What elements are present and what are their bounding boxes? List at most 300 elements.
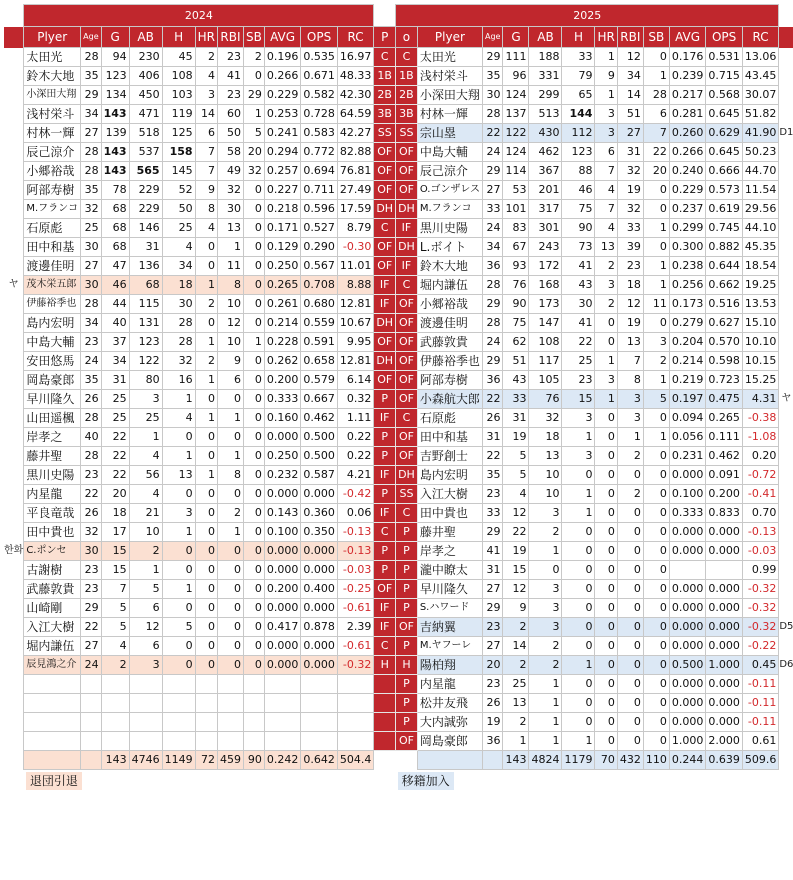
cell-2024-sb: 0 — [243, 314, 264, 333]
header-2024-rbi: RBI — [217, 27, 243, 48]
cell-2025-hr: 0 — [595, 637, 617, 656]
cell-2025-age: 26 — [482, 694, 502, 713]
cell-2024-avg: 0.160 — [264, 409, 301, 428]
cell-2024-g: 47 — [101, 257, 129, 276]
cell-2024-ops: 0.000 — [301, 656, 338, 675]
cell-2024-rbi: 10 — [217, 333, 243, 352]
table-row — [4, 428, 793, 447]
cell-2025-rbi: 3 — [617, 390, 643, 409]
right-note — [779, 542, 793, 561]
cell-2024-ab: 25 — [129, 409, 162, 428]
cell-2025-avg: 0.299 — [669, 219, 706, 238]
cell-2025-hr: 3 — [595, 105, 617, 124]
cell-2024-h: 0 — [162, 428, 195, 447]
table-row — [4, 48, 793, 67]
cell-2024-ops — [301, 732, 338, 751]
position-2025: OF — [396, 390, 418, 409]
cell-2025-avg: 0.266 — [669, 143, 706, 162]
cell-2025-rc: -0.32 — [742, 599, 779, 618]
cell-2024-sb: 0 — [243, 523, 264, 542]
cell-2024-player — [24, 713, 81, 732]
cell-2025-rbi: 14 — [617, 86, 643, 105]
cell-2024-rc: -0.61 — [337, 637, 374, 656]
cell-2025-hr: 0 — [595, 409, 617, 428]
table-row — [4, 276, 793, 295]
cell-2025-sb: 11 — [643, 295, 669, 314]
cell-2024-hr: 7 — [195, 162, 217, 181]
cell-2025-rc: 0.20 — [742, 447, 779, 466]
cell-2025-sb: 0 — [643, 580, 669, 599]
cell-2025-avg: 0.000 — [669, 523, 706, 542]
position-2024: P — [374, 561, 396, 580]
cell-2025-player: 辰己涼介 — [417, 162, 482, 181]
cell-2024-rc: -0.61 — [337, 599, 374, 618]
table-row — [4, 238, 793, 257]
cell-2024-ab: 56 — [129, 466, 162, 485]
cell-2024-age — [81, 713, 101, 732]
table-row — [4, 105, 793, 124]
cell-2025-player: 入江大樹 — [417, 485, 482, 504]
cell-2024-sb: 0 — [243, 656, 264, 675]
cell-2024-rbi: 11 — [217, 257, 243, 276]
right-note — [779, 333, 793, 352]
cell-2025-g: 2 — [503, 618, 529, 637]
cell-2024-age — [81, 732, 101, 751]
cell-2025-player: 村林一輝 — [417, 105, 482, 124]
cell-2024-ab: 68 — [129, 276, 162, 295]
right-note — [779, 238, 793, 257]
cell-2024-rc: 10.67 — [337, 314, 374, 333]
position-2024: OF — [374, 238, 396, 257]
cell-2024-sb: 0 — [243, 580, 264, 599]
cell-2024-avg: 0.129 — [264, 238, 301, 257]
cell-2025-h: 0 — [562, 713, 595, 732]
cell-2025-age: 29 — [482, 352, 502, 371]
cell-2025-ab: 2 — [529, 523, 562, 542]
cell-2024-rc: 12.81 — [337, 352, 374, 371]
legend-joined-label: 移籍加入 — [398, 772, 454, 790]
cell-2024-hr: 0 — [195, 504, 217, 523]
cell-2025-h: 46 — [562, 181, 595, 200]
cell-2025-sb: 0 — [643, 485, 669, 504]
cell-2024-ops: 0.559 — [301, 314, 338, 333]
cell-2024-age: 30 — [81, 276, 101, 295]
cell-2025-age: 23 — [482, 675, 502, 694]
right-note: D5 — [779, 618, 793, 637]
position-2025: C — [396, 276, 418, 295]
cell-2025-age: 27 — [482, 580, 502, 599]
cell-2024-avg: 0.229 — [264, 86, 301, 105]
cell-2024-avg — [264, 713, 301, 732]
total-2025-avg: 0.244 — [669, 751, 706, 770]
cell-2025-hr: 2 — [595, 257, 617, 276]
cell-2024-player: 阿部寿樹 — [24, 181, 81, 200]
cell-2025-age: 36 — [482, 257, 502, 276]
cell-2025-rbi: 19 — [617, 181, 643, 200]
cell-2024-g: 34 — [101, 352, 129, 371]
right-note — [779, 257, 793, 276]
cell-2025-rbi: 12 — [617, 48, 643, 67]
cell-2024-hr: 0 — [195, 314, 217, 333]
cell-2024-ab: 1 — [129, 561, 162, 580]
cell-2024-g: 15 — [101, 561, 129, 580]
position-2025: C — [396, 409, 418, 428]
cell-2025-age: 20 — [482, 656, 502, 675]
cell-2025-age: 22 — [482, 447, 502, 466]
cell-2025-rbi: 0 — [617, 466, 643, 485]
position-2025: OF — [396, 352, 418, 371]
cell-2025-ops: 0.516 — [706, 295, 743, 314]
cell-2025-ab: 317 — [529, 200, 562, 219]
cell-2024-rbi: 8 — [217, 276, 243, 295]
cell-2025-rbi: 0 — [617, 618, 643, 637]
cell-2025-age: 31 — [482, 561, 502, 580]
cell-2024-g: 78 — [101, 181, 129, 200]
cell-2024-rc: 82.88 — [337, 143, 374, 162]
position-2025: OF — [396, 732, 418, 751]
cell-2025-ops: 0.000 — [706, 599, 743, 618]
cell-2025-player: 中島大輔 — [417, 143, 482, 162]
cell-2024-player: 村林一輝 — [24, 124, 81, 143]
cell-2024-ab: 31 — [129, 238, 162, 257]
cell-2024-rc: 48.33 — [337, 67, 374, 86]
cell-2025-ab: 10 — [529, 485, 562, 504]
cell-2025-ops: 0.598 — [706, 352, 743, 371]
cell-2024-player: 小郷裕哉 — [24, 162, 81, 181]
table-row — [4, 694, 793, 713]
position-2024: 2B — [374, 86, 396, 105]
cell-2024-player — [24, 732, 81, 751]
left-note — [4, 219, 24, 238]
table-row — [4, 675, 793, 694]
cell-2025-player: 早川隆久 — [417, 580, 482, 599]
cell-2025-age: 36 — [482, 732, 502, 751]
cell-2024-hr: 0 — [195, 561, 217, 580]
cell-2024-age: 24 — [81, 352, 101, 371]
left-note — [4, 618, 24, 637]
total-2024-ops: 0.642 — [301, 751, 338, 770]
cell-2025-rc: -0.32 — [742, 580, 779, 599]
legend-departed — [24, 770, 374, 793]
cell-2025-ops: 0.000 — [706, 523, 743, 542]
cell-2024-h — [162, 713, 195, 732]
header-2025-player: Plyer — [417, 27, 482, 48]
cell-2024-h: 18 — [162, 276, 195, 295]
cell-2025-ab: 513 — [529, 105, 562, 124]
cell-2025-avg: 0.333 — [669, 504, 706, 523]
cell-2024-sb: 1 — [243, 105, 264, 124]
cell-2025-h: 1 — [562, 504, 595, 523]
cell-2024-player: 山田遥楓 — [24, 409, 81, 428]
cell-2025-player: 伊藤裕季也 — [417, 352, 482, 371]
cell-2025-avg: 0.217 — [669, 86, 706, 105]
cell-2024-avg: 0.250 — [264, 257, 301, 276]
cell-2024-g: 18 — [101, 504, 129, 523]
cell-2024-hr: 0 — [195, 618, 217, 637]
cell-2025-player: 堀内謙伍 — [417, 276, 482, 295]
cell-2024-ops: 0.000 — [301, 542, 338, 561]
left-note — [4, 48, 24, 67]
cell-2024-g: 25 — [101, 409, 129, 428]
cell-2025-sb: 0 — [643, 314, 669, 333]
cell-2024-avg: 0.000 — [264, 656, 301, 675]
cell-2024-sb: 0 — [243, 542, 264, 561]
cell-2024-sb — [243, 732, 264, 751]
cell-2025-h: 0 — [562, 561, 595, 580]
cell-2024-sb: 0 — [243, 257, 264, 276]
cell-2024-hr — [195, 694, 217, 713]
position-2024: P — [374, 390, 396, 409]
cell-2025-ops: 0.091 — [706, 466, 743, 485]
cell-2025-age: 24 — [482, 143, 502, 162]
cell-2025-rc: 45.35 — [742, 238, 779, 257]
right-note — [779, 580, 793, 599]
cell-2025-rbi: 0 — [617, 656, 643, 675]
cell-2024-avg: 0.417 — [264, 618, 301, 637]
cell-2024-avg: 0.000 — [264, 561, 301, 580]
cell-2024-ops: 0.582 — [301, 86, 338, 105]
cell-2024-player — [24, 694, 81, 713]
cell-2024-sb: 5 — [243, 124, 264, 143]
cell-2024-player: 田中和基 — [24, 238, 81, 257]
cell-2025-g: 13 — [503, 694, 529, 713]
table-row — [4, 333, 793, 352]
cell-2025-g: 15 — [503, 561, 529, 580]
cell-2024-age: 32 — [81, 523, 101, 542]
cell-2025-h: 25 — [562, 352, 595, 371]
cell-2025-ab: 462 — [529, 143, 562, 162]
cell-2025-hr: 0 — [595, 618, 617, 637]
table-row — [4, 618, 793, 637]
cell-2024-age: 28 — [81, 143, 101, 162]
cell-2025-age: 22 — [482, 124, 502, 143]
left-note — [4, 333, 24, 352]
cell-2024-age: 29 — [81, 86, 101, 105]
cell-2025-rbi: 2 — [617, 485, 643, 504]
cell-2024-age: 30 — [81, 238, 101, 257]
cell-2025-g: 51 — [503, 352, 529, 371]
cell-2025-age: 29 — [482, 162, 502, 181]
left-note — [4, 732, 24, 751]
cell-2025-ops: 0.627 — [706, 314, 743, 333]
cell-2024-age: 24 — [81, 656, 101, 675]
cell-2024-g: 68 — [101, 238, 129, 257]
left-note — [4, 200, 24, 219]
cell-2024-age: 28 — [81, 162, 101, 181]
cell-2024-avg: 0.265 — [264, 276, 301, 295]
cell-2025-g: 96 — [503, 67, 529, 86]
position-2025: OF — [396, 618, 418, 637]
cell-2025-g: 43 — [503, 371, 529, 390]
cell-2025-avg: 0.260 — [669, 124, 706, 143]
cell-2024-ab — [129, 713, 162, 732]
cell-2024-hr: 0 — [195, 485, 217, 504]
cell-2025-h: 65 — [562, 86, 595, 105]
left-note — [4, 314, 24, 333]
cell-2025-avg — [669, 561, 706, 580]
cell-2025-rc: 15.10 — [742, 314, 779, 333]
cell-2024-ops: 0.000 — [301, 599, 338, 618]
cell-2024-g: 134 — [101, 86, 129, 105]
cell-2024-rbi: 0 — [217, 428, 243, 447]
cell-2025-avg: 0.238 — [669, 257, 706, 276]
cell-2024-h — [162, 675, 195, 694]
cell-2025-ab: 147 — [529, 314, 562, 333]
cell-2024-g: 31 — [101, 371, 129, 390]
year-row — [4, 5, 793, 27]
cell-2025-rbi: 0 — [617, 732, 643, 751]
cell-2025-g: 114 — [503, 162, 529, 181]
position-2024: OF — [374, 371, 396, 390]
cell-2025-hr: 2 — [595, 295, 617, 314]
cell-2024-h: 108 — [162, 67, 195, 86]
cell-2024-g: 123 — [101, 67, 129, 86]
table-row — [4, 732, 793, 751]
cell-2025-avg: 1.000 — [669, 732, 706, 751]
cell-2025-rbi: 32 — [617, 200, 643, 219]
position-2024 — [374, 675, 396, 694]
cell-2024-age: 35 — [81, 67, 101, 86]
cell-2024-avg: 0.253 — [264, 105, 301, 124]
cell-2024-avg: 0.000 — [264, 599, 301, 618]
cell-2024-g: 143 — [101, 143, 129, 162]
cell-2025-age: 23 — [482, 618, 502, 637]
cell-2024-player: 伊藤裕季也 — [24, 295, 81, 314]
right-note — [779, 694, 793, 713]
cell-2025-ab: 3 — [529, 618, 562, 637]
position-2025: OF — [396, 162, 418, 181]
cell-2024-g: 94 — [101, 48, 129, 67]
cell-2025-player: 島内宏明 — [417, 466, 482, 485]
cell-2024-hr: 3 — [195, 86, 217, 105]
cell-2024-player: 岸孝之 — [24, 428, 81, 447]
cell-2025-ops: 0.645 — [706, 105, 743, 124]
cell-2025-sb: 1 — [643, 371, 669, 390]
cell-2024-sb: 32 — [243, 162, 264, 181]
cell-2024-player: 堀内謙伍 — [24, 637, 81, 656]
legend-row — [4, 770, 793, 793]
total-2024-hr: 72 — [195, 751, 217, 770]
cell-2025-hr: 0 — [595, 561, 617, 580]
total-2025-h: 1179 — [562, 751, 595, 770]
cell-2025-h: 123 — [562, 143, 595, 162]
cell-2025-hr: 0 — [595, 732, 617, 751]
position-2025: 3B — [396, 105, 418, 124]
cell-2025-age: 28 — [482, 276, 502, 295]
header-2025-g: G — [503, 27, 529, 48]
cell-2024-h: 0 — [162, 485, 195, 504]
cell-2024-ops: 0.000 — [301, 637, 338, 656]
total-2024-g: 143 — [101, 751, 129, 770]
cell-2024-rc — [337, 732, 374, 751]
position-2024: C — [374, 523, 396, 542]
cell-2024-h: 25 — [162, 219, 195, 238]
cell-2024-avg: 0.214 — [264, 314, 301, 333]
cell-2024-player: 古謝樹 — [24, 561, 81, 580]
column-header-row — [4, 27, 793, 48]
cell-2024-rbi: 1 — [217, 523, 243, 542]
cell-2025-rbi: 0 — [617, 504, 643, 523]
cell-2025-g: 12 — [503, 504, 529, 523]
position-2025: 2B — [396, 86, 418, 105]
cell-2025-rc: 0.70 — [742, 504, 779, 523]
right-note — [779, 637, 793, 656]
position-2025: P — [396, 637, 418, 656]
cell-2024-player — [24, 675, 81, 694]
cell-2024-player: 浅村栄斗 — [24, 105, 81, 124]
total-2025-rbi: 432 — [617, 751, 643, 770]
left-note: ヤ — [4, 276, 24, 295]
cell-2025-player: 小郷裕哉 — [417, 295, 482, 314]
cell-2025-ab: 172 — [529, 257, 562, 276]
header-2025-rbi: RBI — [617, 27, 643, 48]
cell-2025-ops: 0.568 — [706, 86, 743, 105]
cell-2025-sb: 0 — [643, 637, 669, 656]
cell-2025-avg: 0.279 — [669, 314, 706, 333]
cell-2025-sb: 1 — [643, 276, 669, 295]
table-row — [4, 200, 793, 219]
cell-2024-ops — [301, 675, 338, 694]
cell-2024-rbi: 6 — [217, 371, 243, 390]
cell-2024-player: 小深田大翔 — [24, 86, 81, 105]
cell-2025-ops: 0.111 — [706, 428, 743, 447]
cell-2024-ab: 3 — [129, 656, 162, 675]
cell-2025-rc: -0.11 — [742, 675, 779, 694]
position-2025: P — [396, 523, 418, 542]
right-note — [779, 219, 793, 238]
cell-2025-rbi: 0 — [617, 580, 643, 599]
cell-2024-hr: 1 — [195, 409, 217, 428]
cell-2024-ab: 146 — [129, 219, 162, 238]
cell-2025-sb: 0 — [643, 200, 669, 219]
cell-2024-ab: 6 — [129, 599, 162, 618]
cell-2024-ab: 4 — [129, 447, 162, 466]
cell-2025-h: 3 — [562, 409, 595, 428]
cell-2025-ab: 331 — [529, 67, 562, 86]
cell-2025-sb: 0 — [643, 466, 669, 485]
table-row — [4, 637, 793, 656]
cell-2025-player: 浅村栄斗 — [417, 67, 482, 86]
header-2025-age: Age — [482, 27, 502, 48]
position-2024: IF — [374, 618, 396, 637]
cell-2025-player: 瀧中瞭太 — [417, 561, 482, 580]
cell-2025-ops: 0.629 — [706, 124, 743, 143]
cell-2025-g: 19 — [503, 542, 529, 561]
total-2024-age — [81, 751, 101, 770]
header-2025-h: H — [562, 27, 595, 48]
cell-2024-age: 22 — [81, 618, 101, 637]
cell-2025-rbi: 0 — [617, 523, 643, 542]
cell-2024-hr: 2 — [195, 352, 217, 371]
cell-2025-player: 藤井聖 — [417, 523, 482, 542]
cell-2024-rbi: 1 — [217, 238, 243, 257]
position-2024: OF — [374, 162, 396, 181]
cell-2024-ops — [301, 713, 338, 732]
cell-2025-rbi: 39 — [617, 238, 643, 257]
left-note — [4, 675, 24, 694]
cell-2025-g: 67 — [503, 238, 529, 257]
cell-2025-g: 124 — [503, 143, 529, 162]
cell-2024-rbi: 23 — [217, 86, 243, 105]
cell-2024-rbi: 0 — [217, 485, 243, 504]
cell-2024-hr: 9 — [195, 181, 217, 200]
cell-2024-age: 27 — [81, 124, 101, 143]
cell-2025-h: 0 — [562, 599, 595, 618]
cell-2024-h: 0 — [162, 542, 195, 561]
cell-2024-player: 島内宏明 — [24, 314, 81, 333]
cell-2025-ab: 117 — [529, 352, 562, 371]
year-2025-header: 2025 — [396, 5, 779, 27]
